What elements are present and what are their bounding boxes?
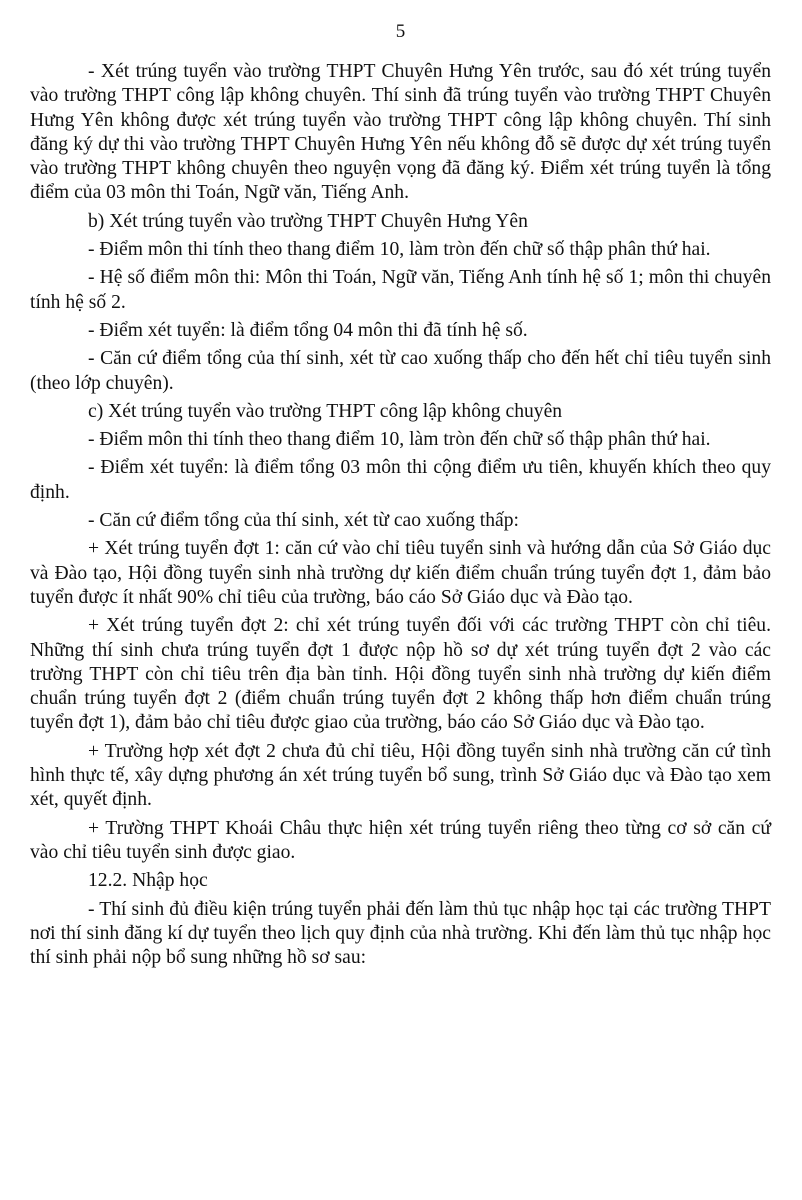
paragraph-khoai-chau: + Trường THPT Khoái Châu thực hiện xét trúng tuyển riêng theo từng cơ sở căn cứ vào chỉ tiêu tuyển sinh được giao. [30, 817, 771, 863]
heading-b-chuyen-school: b) Xét trúng tuyển vào trường THPT Chuyên Hưng Yên [88, 210, 528, 232]
paragraph-ranking-public: - Căn cứ điểm tổng của thí sinh, xét từ cao xuống thấp: [88, 510, 519, 532]
paragraph-score-coefficient: - Hệ số điểm môn thi: Môn thi Toán, Ngữ văn, Tiếng Anh tính hệ số 1; môn thi chuyên tính hệ số 2. [30, 267, 771, 313]
paragraph-ranking-chuyen: - Căn cứ điểm tổng của thí sinh, xét từ cao xuống thấp cho đến hết chỉ tiêu tuyển sinh (theo lớp chuyên). [30, 348, 771, 394]
paragraph-admission-score: - Điểm xét tuyển: là điểm tổng 04 môn thi đã tính hệ số. [88, 319, 528, 341]
paragraph-score-scale-public: - Điểm môn thi tính theo thang điểm 10, làm tròn đến chữ số thập phân thứ hai. [88, 429, 711, 451]
paragraph-supplementary: + Trường hợp xét đợt 2 chưa đủ chỉ tiêu, Hội đồng tuyển sinh nhà trường căn cứ tình hình thực tế, xây dựng phương án xét trúng tuyển bổ sung, trình Sở Giáo dục và Đào tạo xem xét, quyết định. [30, 740, 771, 811]
heading-12-2-enrollment: 12.2. Nhập học [88, 870, 208, 892]
paragraph-score-scale: - Điểm môn thi tính theo thang điểm 10, làm tròn đến chữ số thập phân thứ hai. [88, 239, 711, 261]
paragraph-round-1: + Xét trúng tuyển đợt 1: căn cứ vào chỉ tiêu tuyển sinh và hướng dẫn của Sở Giáo dục và Đào tạo, Hội đồng tuyển sinh nhà trường dự kiến điểm chuẩn trúng tuyển đợt 1, đảm bảo tuyển được ít nhất 90% chỉ tiêu của trường, báo cáo Sở Giáo dục và Đào tạo. [30, 538, 771, 608]
heading-c-public-school: c) Xét trúng tuyển vào trường THPT công lập không chuyên [88, 400, 563, 422]
paragraph-round-2: + Xét trúng tuyển đợt 2: chỉ xét trúng tuyển đối với các trường THPT còn chỉ tiêu. Những thí sinh chưa trúng tuyển đợt 1 được nộp hồ sơ dự xét trúng tuyển đợt 2 vào các trường THPT còn chỉ tiêu trên địa bàn tỉnh. Hội đồng tuyển sinh nhà trường dự kiến điểm chuẩn trúng tuyển đợt 2 (điểm chuẩn trúng tuyển đợt 2 không thấp hơn điểm chuẩn trúng tuyển đợt 1), đảm bảo chỉ tiêu được giao của trường, báo cáo Sở Giáo dục và Đào tạo. [30, 615, 771, 734]
paragraph-selection-order: - Xét trúng tuyển vào trường THPT Chuyên Hưng Yên trước, sau đó xét trúng tuyển vào trường THPT công lập không chuyên. Thí sinh đã trúng tuyển vào trường THPT Chuyên Hưng Yên không được xét trúng tuyển vào trường THPT công lập không chuyên. Thí sinh đăng ký dự thi vào trường THPT Chuyên Hưng Yên nếu không đỗ sẽ được dự xét trúng tuyển vào trường THPT không chuyên theo nguyện vọng đã đăng ký. Điểm xét trúng tuyển là tổng điểm của 03 môn thi Toán, Ngữ văn, Tiếng Anh. [30, 61, 771, 204]
document-body [30, 60, 771, 970]
paragraph-enrollment-procedure: - Thí sinh đủ điều kiện trúng tuyển phải đến làm thủ tục nhập học tại các trường THPT nơi thí sinh đăng kí dự tuyển theo lịch quy định của nhà trường. Khi đến làm thủ tục nhập học thí sinh phải nộp bổ sung những hồ sơ sau: [30, 898, 771, 969]
paragraph-admission-score-public: - Điểm xét tuyển: là điểm tổng 03 môn thi cộng điểm ưu tiên, khuyến khích theo quy định. [30, 457, 771, 503]
page-number: 5 [395, 21, 406, 42]
